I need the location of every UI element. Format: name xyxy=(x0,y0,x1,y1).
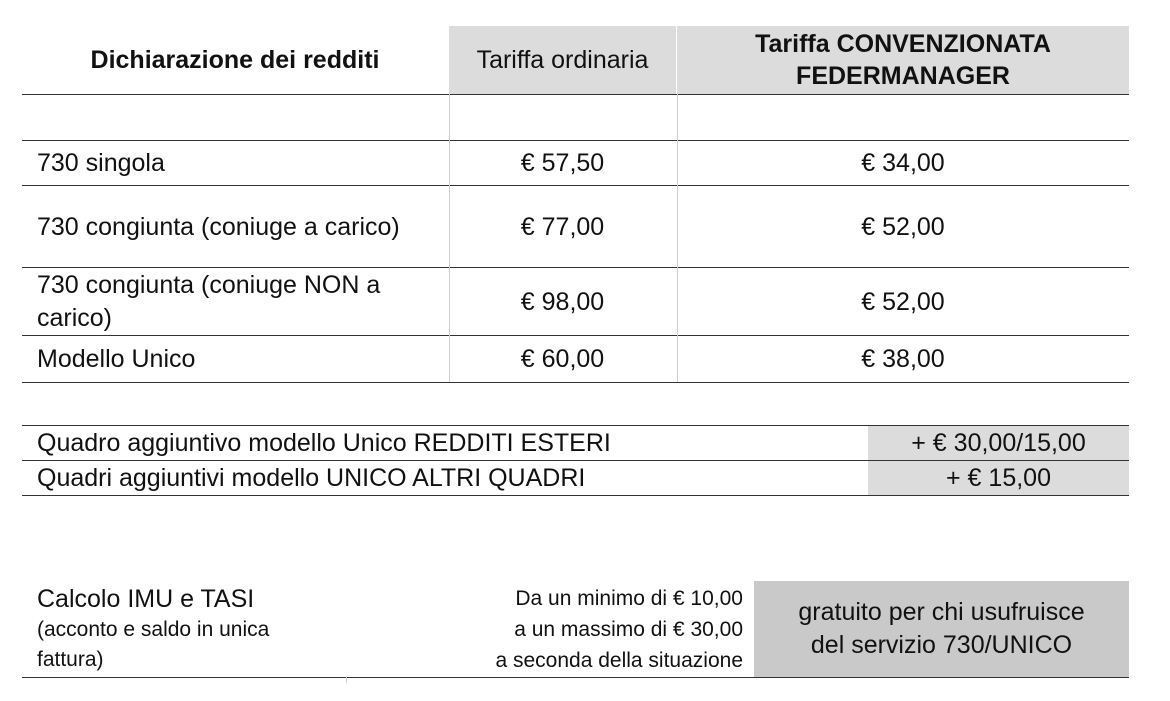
row-convenzionata-730-congiunta-carico: € 52,00 xyxy=(861,212,945,241)
extra-label-altri-quadri: Quadri aggiuntivi modello UNICO ALTRI QUADRI xyxy=(37,464,586,492)
imu-note xyxy=(754,581,1129,677)
imu-label-line3: fattura) xyxy=(37,648,104,671)
row-convenzionata-730-congiunta-non-carico: € 52,00 xyxy=(861,287,945,316)
row-convenzionata-modello-unico: € 38,00 xyxy=(861,345,945,373)
imu-range-line3: a seconda della situazione xyxy=(495,648,743,672)
imu-label-line2: (acconto e saldo in unica xyxy=(37,618,270,641)
row-convenzionata-730-singola: € 34,00 xyxy=(861,149,945,177)
rule-extras-bottom xyxy=(22,495,1129,496)
row-label-730-singola: 730 singola xyxy=(37,149,165,177)
row-ordinaria-730-congiunta-non-carico: € 98,00 xyxy=(520,287,605,316)
imu-divider-1 xyxy=(346,677,347,683)
row-label-line2: carico) xyxy=(37,303,113,332)
row-label-730-congiunta-non-carico xyxy=(37,268,447,335)
row-label-line1: 730 congiunta (coniuge NON a xyxy=(37,270,381,299)
header-dichiarazione: Dichiarazione dei redditi xyxy=(90,46,380,74)
header-ordinaria: Tariffa ordinaria xyxy=(476,46,649,74)
imu-label xyxy=(37,581,347,677)
header-convenzionata-line1: Tariffa CONVENZIONATA xyxy=(755,30,1051,58)
imu-note-line1: gratuito per chi usufruisce xyxy=(798,598,1085,626)
extra-label-redditi-esteri: Quadro aggiuntivo modello Unico REDDITI ESTERI xyxy=(37,429,611,457)
extra-price-altri-quadri: + € 15,00 xyxy=(946,464,1051,492)
row-ordinaria-730-congiunta-carico: € 77,00 xyxy=(520,212,605,241)
imu-range-line1: Da un minimo di € 10,00 xyxy=(515,586,743,610)
rule-header-bottom xyxy=(22,94,1129,95)
header-convenzionata xyxy=(677,26,1129,94)
row-ordinaria-730-singola: € 57,50 xyxy=(520,149,605,177)
row-label-modello-unico: Modello Unico xyxy=(37,345,196,373)
imu-label-line1: Calcolo IMU e TASI xyxy=(37,585,255,613)
rule-main-bottom xyxy=(22,382,1129,383)
row-ordinaria-modello-unico: € 60,00 xyxy=(520,345,605,373)
imu-range-line2: a un massimo di € 30,00 xyxy=(514,617,743,641)
header-convenzionata-line2: FEDERMANAGER xyxy=(796,62,1010,90)
extra-price-redditi-esteri: + € 30,00/15,00 xyxy=(911,429,1086,457)
imu-range xyxy=(348,581,743,677)
row-label-730-congiunta-carico: 730 congiunta (coniuge a carico) xyxy=(37,212,400,241)
rule-imu-bottom xyxy=(22,677,1129,678)
imu-note-line2: del servizio 730/UNICO xyxy=(810,631,1073,659)
